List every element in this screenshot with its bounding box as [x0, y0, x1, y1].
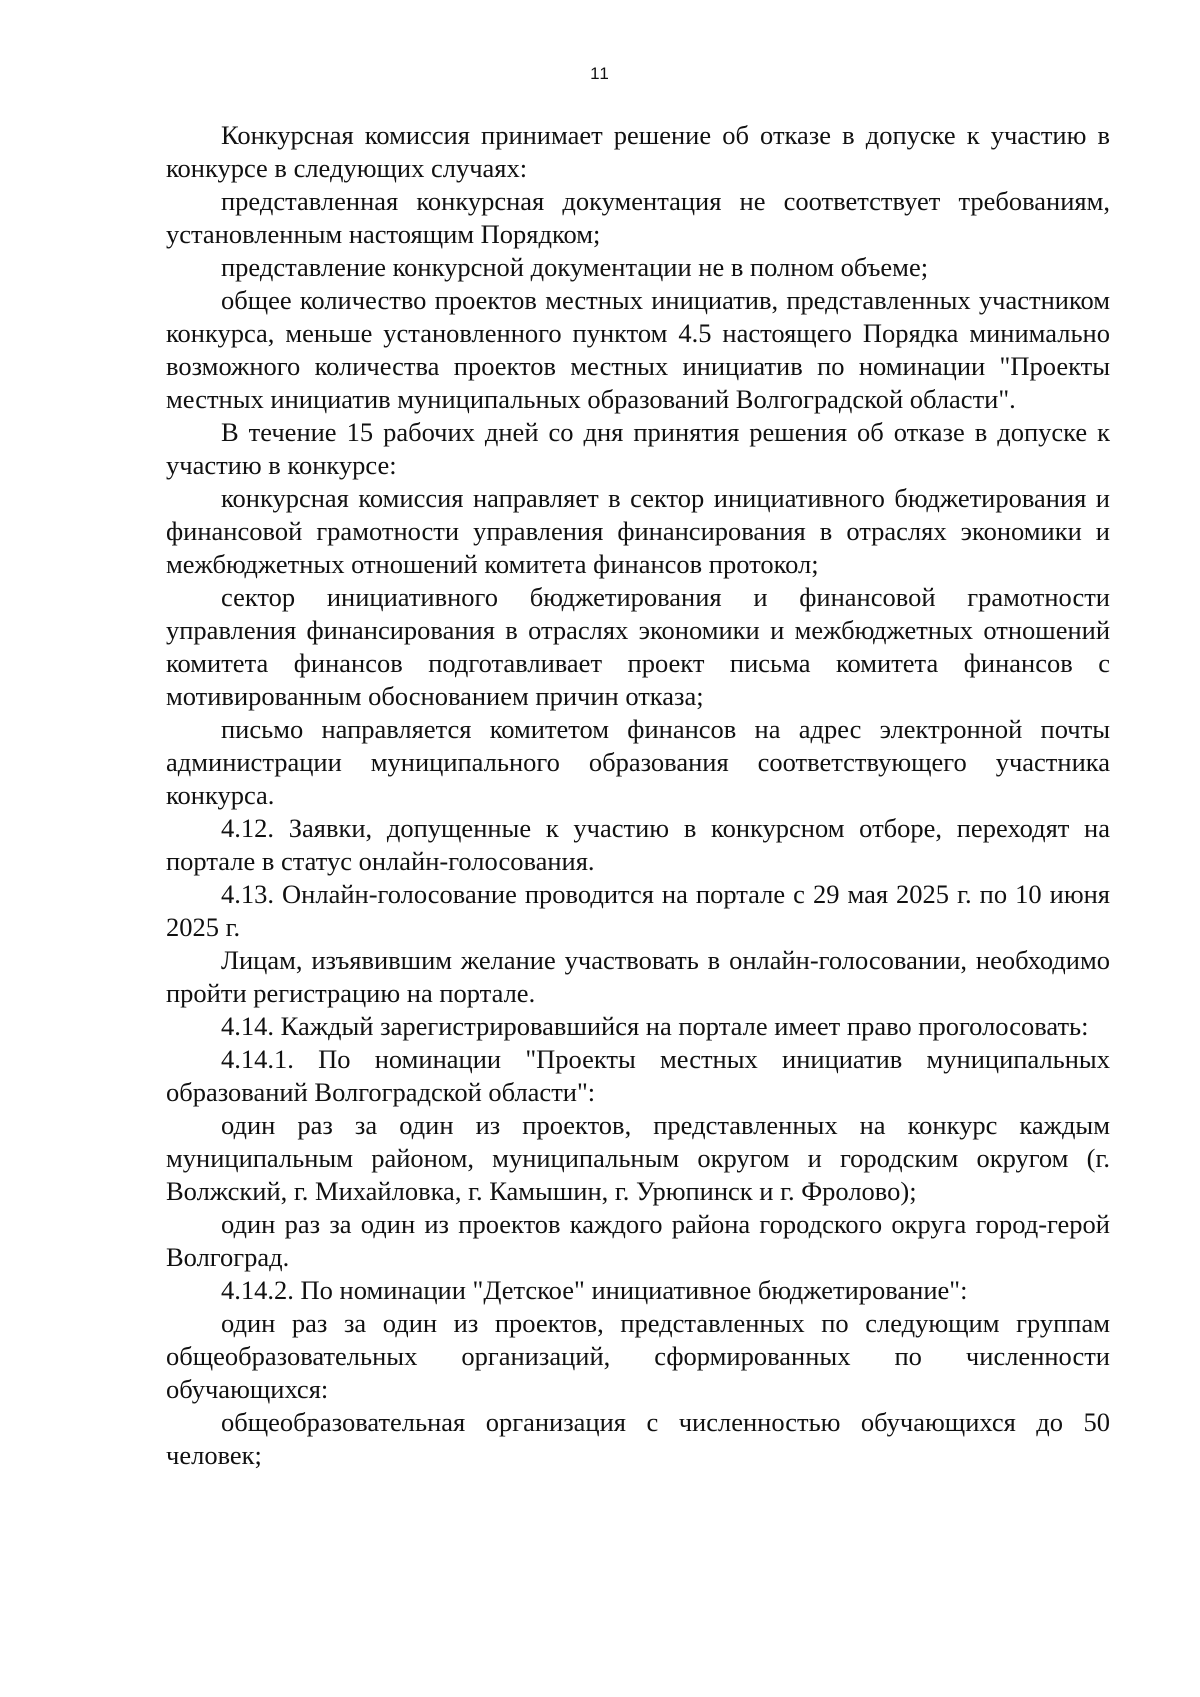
paragraph: 4.14. Каждый зарегистрировавшийся на портале имеет право проголосовать:: [221, 1011, 1089, 1041]
paragraph: 4.12. Заявки, допущенные к участию в конкурсном отборе, переходят на портале в статус онлайн-голосования.: [166, 813, 1110, 876]
paragraph: общеобразовательная организация с численностью обучающихся до 50 человек;: [166, 1407, 1110, 1470]
paragraph: общее количество проектов местных инициатив, представленных участником конкурса, меньше установленного пунктом 4.5 настоящего Порядка минимально возможного количества проектов местных инициатив по номинации "Проекты местных инициатив муниципальных образований Волгоградской области".: [166, 285, 1110, 414]
paragraph: Конкурсная комиссия принимает решение об отказе в допуске к участию в конкурсе в следующих случаях:: [166, 120, 1110, 183]
paragraph: сектор инициативного бюджетирования и финансовой грамотности управления финансирования в отраслях экономики и межбюджетных отношений комитета финансов подготавливает проект письма комитета финансов с мотивированным обоснованием причин отказа;: [166, 582, 1110, 711]
paragraph: Лицам, изъявившим желание участвовать в онлайн-голосовании, необходимо пройти регистрацию на портале.: [166, 945, 1110, 1008]
paragraph: письмо направляется комитетом финансов на адрес электронной почты администрации муниципального образования соответствующего участника конкурса.: [166, 714, 1110, 810]
paragraph: 4.14.1. По номинации "Проекты местных инициатив муниципальных образований Волгоградской области":: [166, 1044, 1110, 1107]
page-number: 11: [590, 64, 610, 83]
paragraph: один раз за один из проектов каждого района городского округа город-герой Волгоград.: [166, 1209, 1110, 1272]
paragraph: представленная конкурсная документация не соответствует требованиям, установленным настоящим Порядком;: [166, 186, 1110, 249]
paragraph: один раз за один из проектов, представленных по следующим группам общеобразовательных организаций, сформированных по численности обучающихся:: [166, 1308, 1110, 1404]
paragraph: В течение 15 рабочих дней со дня принятия решения об отказе в допуске к участию в конкурсе:: [166, 417, 1110, 480]
paragraph: один раз за один из проектов, представленных на конкурс каждым муниципальным районом, муниципальным округом и городским округом (г. Волжский, г. Михайловка, г. Камышин, г. Урюпинск и г. Фролово);: [166, 1110, 1110, 1206]
paragraph: конкурсная комиссия направляет в сектор инициативного бюджетирования и финансовой грамотности управления финансирования в отраслях экономики и межбюджетных отношений комитета финансов протокол;: [166, 483, 1110, 579]
paragraph: представление конкурсной документации не в полном объеме;: [221, 252, 929, 282]
document-body: [166, 119, 1110, 1472]
paragraph: 4.13. Онлайн-голосование проводится на портале с 29 мая 2025 г. по 10 июня 2025 г.: [166, 879, 1110, 942]
paragraph: 4.14.2. По номинации "Детское" инициативное бюджетирование":: [221, 1275, 968, 1305]
